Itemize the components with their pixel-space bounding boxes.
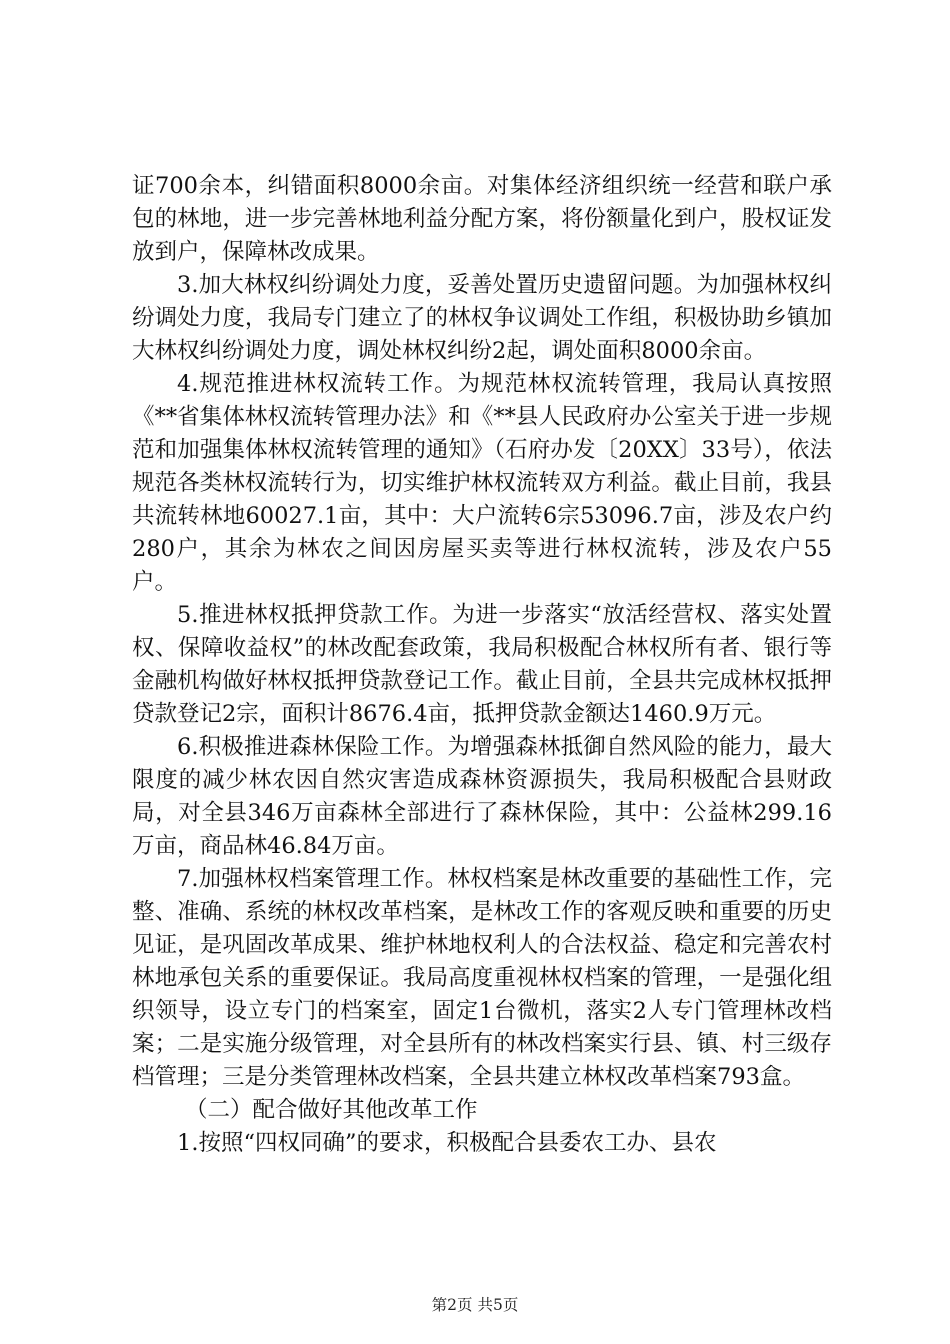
paragraph-item-7: 7.加强林权档案管理工作。林权档案是林改重要的基础性工作，完整、准确、系统的林权改革档案，是林改工作的客观反映和重要的历史见证，是巩固改革成果、维护林地权利人的合法权益、稳定和完善农村林地承包关系的重要保证。我局高度重视林权档案的管理，一是强化组织领导，设立专门的档案室，固定1台微机，落实2人专门管理林改档案；二是实施分级管理，对全县所有的林改档案实行县、镇、村三级存档管理；三是分类管理林改档案，全县共建立林权改革档案793盒。 xyxy=(132,866,832,1090)
document-body xyxy=(132,170,832,1160)
paragraph-item-3: 3.加大林权纠纷调处力度，妥善处置历史遗留问题。为加强林权纠纷调处力度，我局专门建立了的林权争议调处工作组，积极协助乡镇加大林权纠纷调处力度，调处林权纠纷2起，调处面积8000余亩。 xyxy=(132,272,832,364)
paragraph-continuation: 证700余本，纠错面积8000余亩。对集体经济组织统一经营和联户承包的林地，进一步完善林地利益分配方案，将份额量化到户，股权证发放到户，保障林改成果。 xyxy=(132,173,832,265)
paragraph-item-1: 1.按照“四权同确”的要求，积极配合县委农工办、县农 xyxy=(177,1130,717,1156)
paragraph-item-5: 5.推进林权抵押贷款工作。为进一步落实“放活经营权、落实处置权、保障收益权”的林改配套政策，我局积极配合林权所有者、银行等金融机构做好林权抵押贷款登记工作。截止目前，全县共完成林权抵押贷款登记2宗，面积计8676.4亩，抵押贷款金额达1460.9万元。 xyxy=(132,602,832,727)
paragraph-item-6: 6.积极推进森林保险工作。为增强森林抵御自然风险的能力，最大限度的减少林农因自然灾害造成森林资源损失，我局积极配合县财政局，对全县346万亩森林全部进行了森林保险，其中：公益林299.16万亩，商品林46.84万亩。 xyxy=(132,734,832,859)
section-heading: （二）配合做好其他改革工作 xyxy=(185,1097,478,1123)
paragraph-item-4: 4.规范推进林权流转工作。为规范林权流转管理，我局认真按照《**省集体林权流转管理办法》和《**县人民政府办公室关于进一步规范和加强集体林权流转管理的通知》（石府办发〔20XX〕33号），依法规范各类林权流转行为，切实维护林权流转双方利益。截止目前，我县共流转林地60027.1亩，其中：大户流转6宗53096.7亩，涉及农户约280户，其余为林农之间因房屋买卖等进行林权流转，涉及农户55户。 xyxy=(132,371,832,595)
page-footer: 第2页 共5页 xyxy=(431,1296,519,1314)
